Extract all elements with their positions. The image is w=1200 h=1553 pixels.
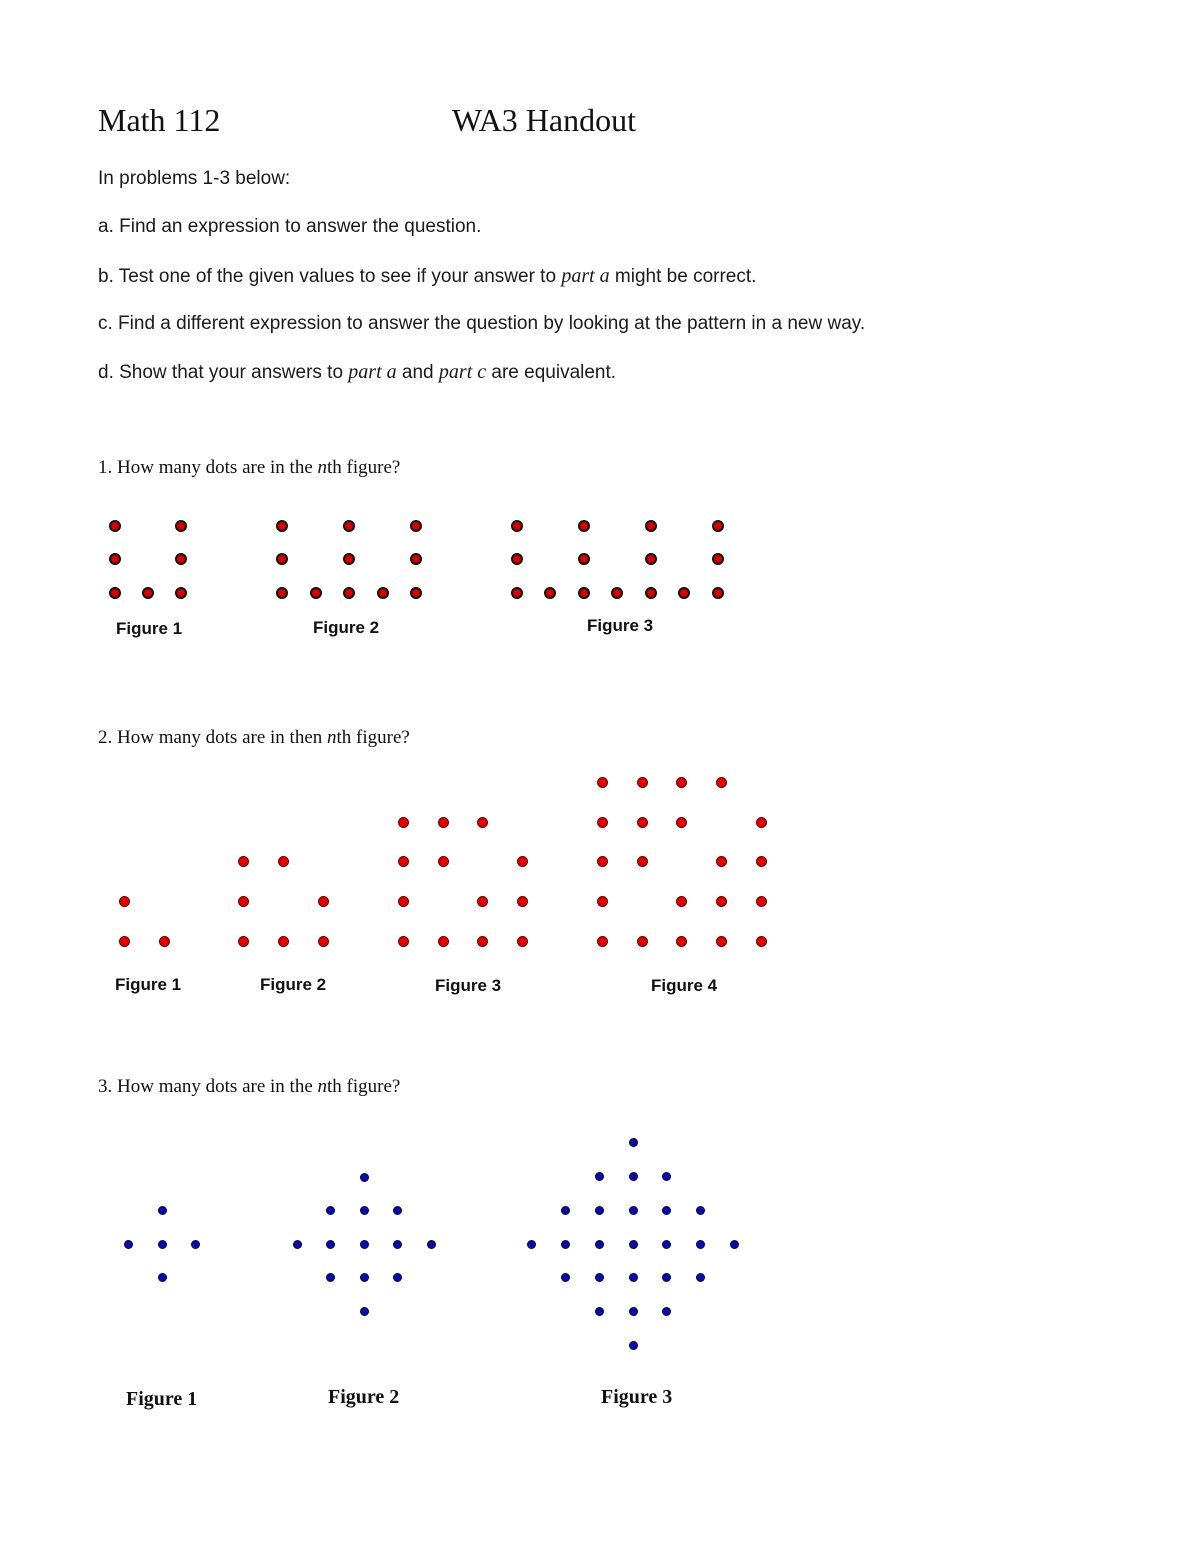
p1-dot <box>343 553 355 565</box>
p1-dot <box>578 520 590 532</box>
p1-dot <box>511 553 523 565</box>
problem-3-question: 3. How many dots are in the nth figure? <box>98 1076 401 1097</box>
p3-dot <box>696 1273 705 1282</box>
p3-dot <box>326 1240 335 1249</box>
p3-dot <box>595 1273 604 1282</box>
p1-figure-1-label: Figure 1 <box>116 619 183 638</box>
p3-dot <box>561 1206 570 1215</box>
p1-figure-3-label: Figure 3 <box>587 616 654 635</box>
p2-dot <box>637 777 648 788</box>
p1-dot <box>544 587 556 599</box>
p2-dot <box>238 896 249 907</box>
p3-dot <box>427 1240 436 1249</box>
p3-dot <box>662 1206 671 1215</box>
p3-figure-2-label: Figure 2 <box>328 1386 400 1408</box>
p2-dot <box>756 856 767 867</box>
p2-dot <box>438 817 449 828</box>
p1-dot <box>276 553 288 565</box>
problem-2-question: 2. How many dots are in then nth figure? <box>98 727 410 748</box>
p2-figure-4-label: Figure 4 <box>651 976 718 995</box>
p3-dot <box>629 1307 638 1316</box>
p3-dot <box>158 1240 167 1249</box>
p3-dot <box>561 1273 570 1282</box>
p1-dot <box>109 553 121 565</box>
p3-dot <box>360 1307 369 1316</box>
p2-dot <box>637 817 648 828</box>
p2-dot <box>318 936 329 947</box>
p3-dot <box>561 1240 570 1249</box>
p2-dot <box>716 896 727 907</box>
p2-dot <box>756 936 767 947</box>
p2-dot <box>398 817 409 828</box>
p1-dot <box>276 520 288 532</box>
p3-dot <box>595 1240 604 1249</box>
p1-dot <box>712 520 724 532</box>
p3-dot <box>393 1206 402 1215</box>
p2-dot <box>238 936 249 947</box>
p3-dot <box>629 1341 638 1350</box>
p3-dot <box>696 1206 705 1215</box>
p3-dot <box>595 1172 604 1181</box>
p3-dot <box>629 1240 638 1249</box>
p1-dot <box>343 520 355 532</box>
p3-dot <box>595 1307 604 1316</box>
p3-dot <box>326 1273 335 1282</box>
p3-figure-3-label: Figure 3 <box>601 1386 673 1408</box>
p3-dot <box>662 1307 671 1316</box>
p2-dot <box>597 936 608 947</box>
p2-dot <box>398 936 409 947</box>
p2-dot <box>597 856 608 867</box>
p2-dot <box>676 896 687 907</box>
p2-dot <box>119 936 130 947</box>
course-title: Math 112 <box>98 102 221 138</box>
p2-dot <box>517 896 528 907</box>
p1-dot <box>611 587 623 599</box>
problem-1-question: 1. How many dots are in the nth figure? <box>98 457 401 478</box>
p2-figure-3-label: Figure 3 <box>435 976 502 995</box>
p3-dot <box>629 1138 638 1147</box>
p2-dot <box>159 936 170 947</box>
p2-dot <box>637 856 648 867</box>
p1-dot <box>410 553 422 565</box>
p3-dot <box>191 1240 200 1249</box>
p1-dot <box>645 553 657 565</box>
p3-dot <box>662 1172 671 1181</box>
p3-dot <box>326 1206 335 1215</box>
p2-dot <box>517 856 528 867</box>
instruction-c: c. Find a different expression to answer the question by looking at the pattern in a new way. <box>98 313 866 334</box>
handout-title: WA3 Handout <box>452 102 636 138</box>
p2-dot <box>278 856 289 867</box>
p3-dot <box>696 1240 705 1249</box>
p2-dot <box>676 936 687 947</box>
p2-dot <box>477 817 488 828</box>
p2-dot <box>597 817 608 828</box>
p3-dot <box>360 1240 369 1249</box>
p2-dot <box>477 896 488 907</box>
p1-dot <box>410 587 422 599</box>
p2-dot <box>517 936 528 947</box>
p1-dot <box>109 520 121 532</box>
p1-dot <box>511 587 523 599</box>
instruction-a: a. Find an expression to answer the question. <box>98 216 482 237</box>
p1-dot <box>712 587 724 599</box>
p1-dot <box>310 587 322 599</box>
p2-dot <box>477 936 488 947</box>
p1-dot <box>142 587 154 599</box>
p3-dot <box>629 1172 638 1181</box>
p1-dot <box>712 553 724 565</box>
p1-dot <box>276 587 288 599</box>
p1-dot <box>578 553 590 565</box>
p2-dot <box>716 936 727 947</box>
p2-figure-1-label: Figure 1 <box>115 975 182 994</box>
p3-dot <box>595 1206 604 1215</box>
p2-dot <box>756 896 767 907</box>
p3-dot <box>662 1240 671 1249</box>
p3-dot <box>629 1206 638 1215</box>
p1-dot <box>175 520 187 532</box>
p2-dot <box>438 936 449 947</box>
p2-dot <box>716 856 727 867</box>
p3-dot <box>158 1206 167 1215</box>
p1-dot <box>343 587 355 599</box>
p2-dot <box>756 817 767 828</box>
p2-dot <box>597 896 608 907</box>
p3-dot <box>393 1240 402 1249</box>
p1-dot <box>175 587 187 599</box>
p3-dot <box>360 1206 369 1215</box>
p3-dot <box>158 1273 167 1282</box>
p2-dot <box>637 936 648 947</box>
p3-dot <box>730 1240 739 1249</box>
p2-dot <box>597 777 608 788</box>
p2-dot <box>398 896 409 907</box>
p3-dot <box>629 1273 638 1282</box>
p1-dot <box>109 587 121 599</box>
p2-dot <box>716 777 727 788</box>
p3-dot <box>662 1273 671 1282</box>
p1-dot <box>377 587 389 599</box>
p1-dot <box>645 520 657 532</box>
p1-dot <box>410 520 422 532</box>
instructions-intro: In problems 1-3 below: <box>98 168 291 189</box>
p2-dot <box>676 817 687 828</box>
p1-dot <box>578 587 590 599</box>
p1-dot <box>175 553 187 565</box>
p2-figure-2-label: Figure 2 <box>260 975 327 994</box>
p3-dot <box>293 1240 302 1249</box>
p1-figure-2-label: Figure 2 <box>313 618 380 637</box>
p3-dot <box>393 1273 402 1282</box>
p1-dot <box>511 520 523 532</box>
p3-figure-1-label: Figure 1 <box>126 1388 198 1410</box>
instruction-d: d. Show that your answers to part a and part c are equivalent. <box>98 361 617 383</box>
p2-dot <box>119 896 130 907</box>
p3-dot <box>360 1273 369 1282</box>
p2-dot <box>318 896 329 907</box>
p1-dot <box>678 587 690 599</box>
p3-dot <box>124 1240 133 1249</box>
p2-dot <box>238 856 249 867</box>
p2-dot <box>676 777 687 788</box>
p3-dot <box>360 1173 369 1182</box>
p2-dot <box>438 856 449 867</box>
p2-dot <box>398 856 409 867</box>
p3-dot <box>527 1240 536 1249</box>
instruction-b: b. Test one of the given values to see if your answer to part a might be correct. <box>98 265 757 287</box>
p1-dot <box>645 587 657 599</box>
p2-dot <box>278 936 289 947</box>
